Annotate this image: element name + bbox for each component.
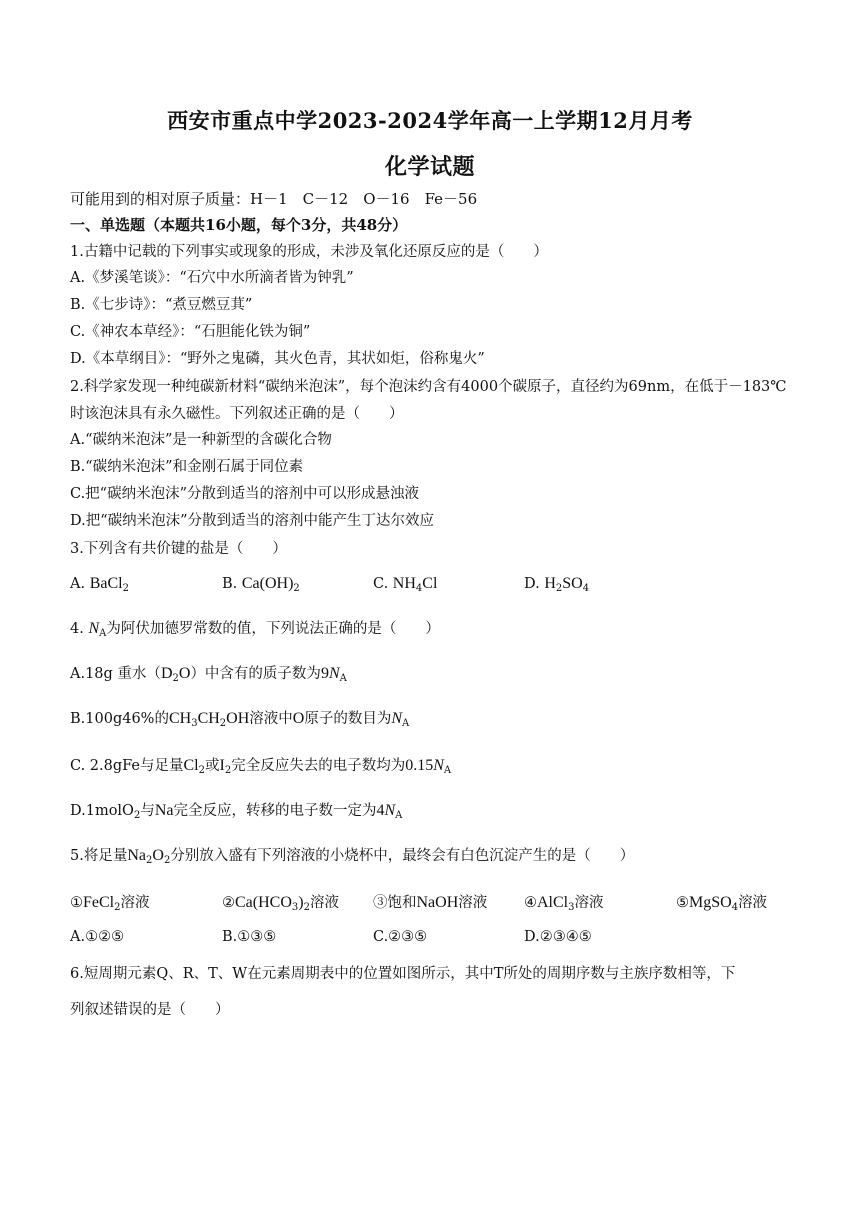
exam-subtitle: 化学试题	[384, 154, 475, 180]
q6-stem-line2: 列叙述错误的是（ ）	[70, 1002, 230, 1018]
q2-stem-line1: 2.科学家发现一种纯碳新材料“碳纳米泡沫”，每个泡沫约含有4000个碳原子，直径约为69nm，在低于－183℃	[70, 379, 787, 395]
q5-option-b: B.①③⑤	[222, 929, 277, 945]
q2-option-a: A.“碳纳米泡沫”是一种新型的含碳化合物	[70, 432, 332, 448]
exam-title: 西安市重点中学2023-2024学年高一上学期12月月考	[167, 108, 693, 133]
q4-option-d: D.1molO$_2$与Na完全反应，转移的电子数一定为$4N_A$	[70, 802, 403, 821]
q3-option-b: B. $Ca(OH)_2$	[222, 575, 300, 594]
section-title: 一、单选题（本题共16小题，每个3分，共48分）	[70, 216, 408, 234]
q2-stem-line2: 时该泡沫具有永久磁性。下列叙述正确的是（ ）	[70, 406, 404, 422]
q3-option-a: A. BaCl$_2$	[70, 575, 129, 594]
q3-option-d: D. $H_2SO_4$	[524, 575, 590, 594]
q1-option-a: A.《梦溪笔谈》：“石穴中水所滴者皆为钟乳”	[70, 270, 354, 286]
atomic-masses: 可能用到的相对原子质量：H－1 C－12 O－16 Fe－56	[70, 190, 478, 208]
q4-option-a: A.18g 重水$(D_2O)$中含有的质子数为$9N_A$	[70, 665, 347, 684]
q2-option-b: B.“碳纳米泡沫”和金刚石属于同位素	[70, 459, 304, 475]
q4-option-b: B.100g46%的$CH_3CH_2OH$溶液中O原子的数目为$N_A$	[70, 710, 410, 729]
q3-option-c: C. $NH_4Cl$	[373, 575, 438, 594]
q5-option-d: D.②③④⑤	[524, 929, 592, 945]
q3-stem: 3.下列含有共价键的盐是（ ）	[70, 541, 287, 557]
q1-option-d: D.《本草纲目》：“野外之鬼磷，其火色青，其状如炬，俗称鬼火”	[70, 351, 485, 367]
q1-stem: 1.古籍中记载的下列事实或现象的形成，未涉及氧化还原反应的是（ ）	[70, 244, 548, 260]
q5-item-4: ④AlCl$_3$溶液	[524, 894, 604, 913]
q5-stem: 5.将足量$Na_2O_2$分别放入盛有下列溶液的小烧杯中，最终会有白色沉淀产生的是（ ）	[70, 847, 635, 866]
q2-option-c: C.把“碳纳米泡沫”分散到适当的溶剂中可以形成悬浊液	[70, 486, 420, 502]
q5-option-c: C.②③⑤	[373, 929, 428, 945]
q2-option-d: D.把“碳纳米泡沫”分散到适当的溶剂中能产生丁达尔效应	[70, 513, 435, 529]
q5-option-a: A.①②⑤	[70, 929, 125, 945]
q5-item-2: $②Ca(HCO_3)_2$溶液	[222, 894, 339, 913]
q5-item-5: ⑤MgSO$_4$溶液	[676, 894, 768, 913]
q5-item-3: ③饱和NaOH溶液	[373, 894, 488, 911]
q4-stem: 4. $N_A$为阿伏加德罗常数的值，下列说法正确的是（ ）	[70, 620, 440, 639]
q4-option-c: C. 2.8gFe与足量$Cl_2$或$I_2$完全反应失去的电子数均为$0.15N_A$	[70, 757, 452, 776]
q6-stem-line1: 6.短周期元素Q、R、T、W在元素周期表中的位置如图所示，其中T所处的周期序数与主族序数相等，下	[70, 966, 736, 982]
q1-option-c: C.《神农本草经》：“石胆能化铁为铜”	[70, 324, 311, 340]
q1-option-b: B.《七步诗》：“煮豆燃豆萁”	[70, 297, 253, 313]
q5-item-1: ①FeCl$_2$溶液	[70, 894, 150, 913]
